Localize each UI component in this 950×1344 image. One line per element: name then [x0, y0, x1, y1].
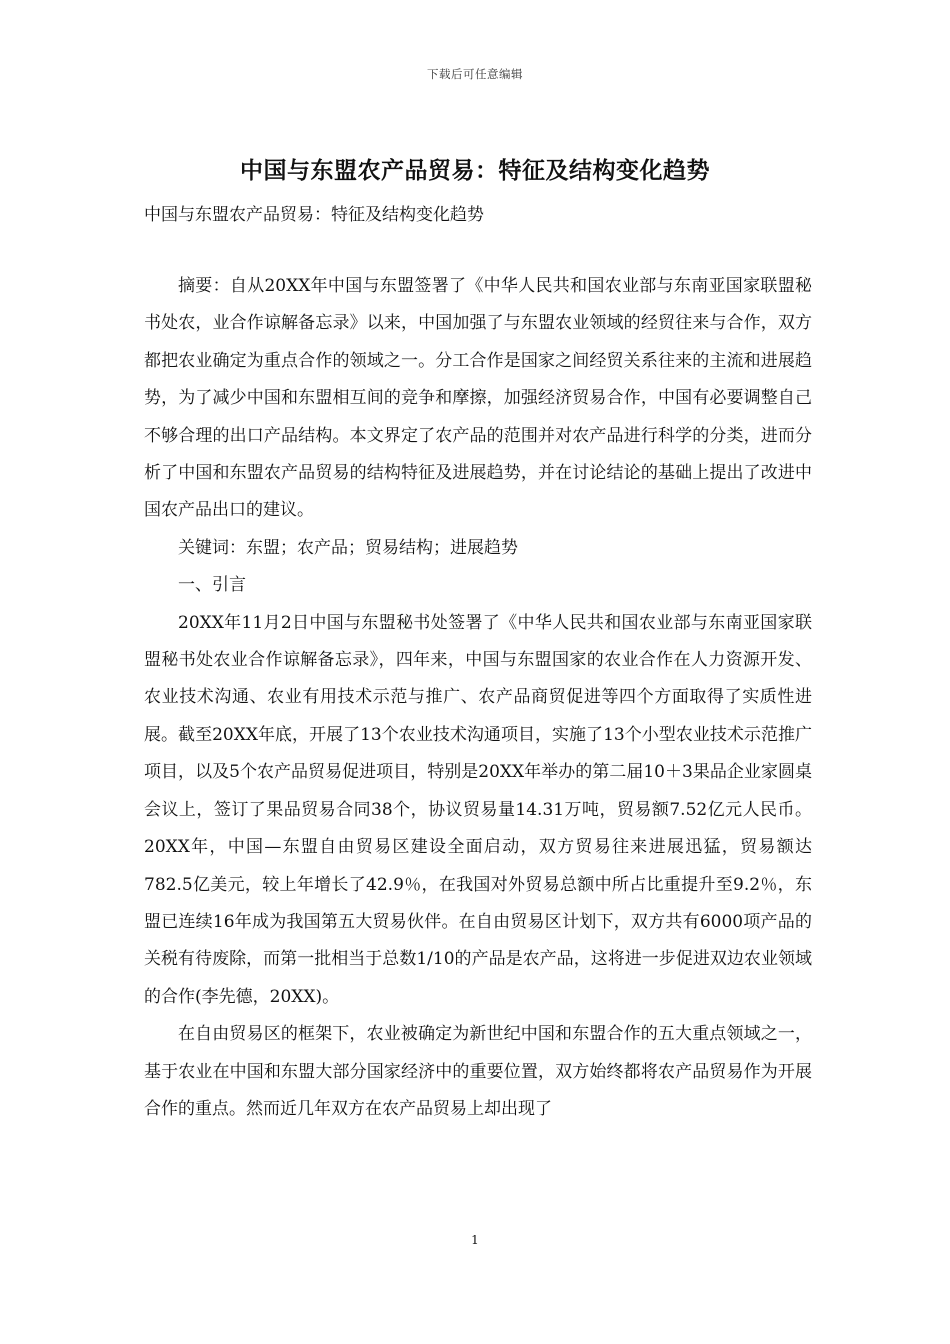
- framework-paragraph: 在自由贸易区的框架下，农业被确定为新世纪中国和东盟合作的五大重点领域之一，基于农业在中国和东盟大部分国家经济中的重要位置，双方始终都将农产品贸易作为开展合作的重点。然而近几年双方在农产品贸易上却出现了: [144, 1024, 812, 1119]
- document-title: 中国与东盟农产品贸易：特征及结构变化趋势: [240, 157, 710, 184]
- header-note: 下载后可任意编辑: [427, 67, 523, 81]
- introduction-paragraph: 20XX年11月2日中国与东盟秘书处签署了《中华人民共和国农业部与东南亚国家联盟秘书处农业合作谅解备忘录》，四年来，中国与东盟国家的农业合作在人力资源开发、农业技术沟通、农业有用技术示范与推广、农产品商贸促进等四个方面取得了实质性进展。截至20XX年底，开展了13个农业技术沟通项目，实施了13个小型农业技术示范推广项目，以及5个农产品贸易促进项目，特别是20XX年举办的第二届10＋3果品企业家圆桌会议上，签订了果品贸易合同38个，协议贸易量14.31万吨，贸易额7.52亿元人民币。20XX年，中国—东盟自由贸易区建设全面启动，双方贸易往来进展迅猛，贸易额达782.5亿美元，较上年增长了42.9％，在我国对外贸易总额中所占比重提升至9.2％，东盟已连续16年成为我国第五大贸易伙伴。在自由贸易区计划下，双方共有6000项产品的关税有待废除，而第一批相当于总数1/10的产品是农产品，这将进一步促进双边农业领域的合作(李先德，20XX)。: [144, 612, 812, 1007]
- page-number: 1: [471, 1233, 479, 1247]
- document-subtitle: 中国与东盟农产品贸易：特征及结构变化趋势: [144, 205, 484, 225]
- section-heading-introduction: 一、引言: [178, 575, 246, 596]
- keywords-paragraph: 关键词：东盟；农产品；贸易结构；进展趋势: [178, 537, 518, 558]
- abstract-paragraph: 摘要：自从20XX年中国与东盟签署了《中华人民共和国农业部与东南亚国家联盟秘书处农，业合作谅解备忘录》以来，中国加强了与东盟农业领域的经贸往来与合作，双方都把农业确定为重点合作的领域之一。分工合作是国家之间经贸关系往来的主流和进展趋势，为了减少中国和东盟相互间的竞争和摩擦，加强经济贸易合作，中国有必要调整自己不够合理的出口产品结构。本文界定了农产品的范围并对农产品进行科学的分类，进而分析了中国和东盟农产品贸易的结构特征及进展趋势，并在讨论结论的基础上提出了改进中国农产品出口的建议。: [144, 276, 812, 521]
- document-body: [144, 268, 812, 1128]
